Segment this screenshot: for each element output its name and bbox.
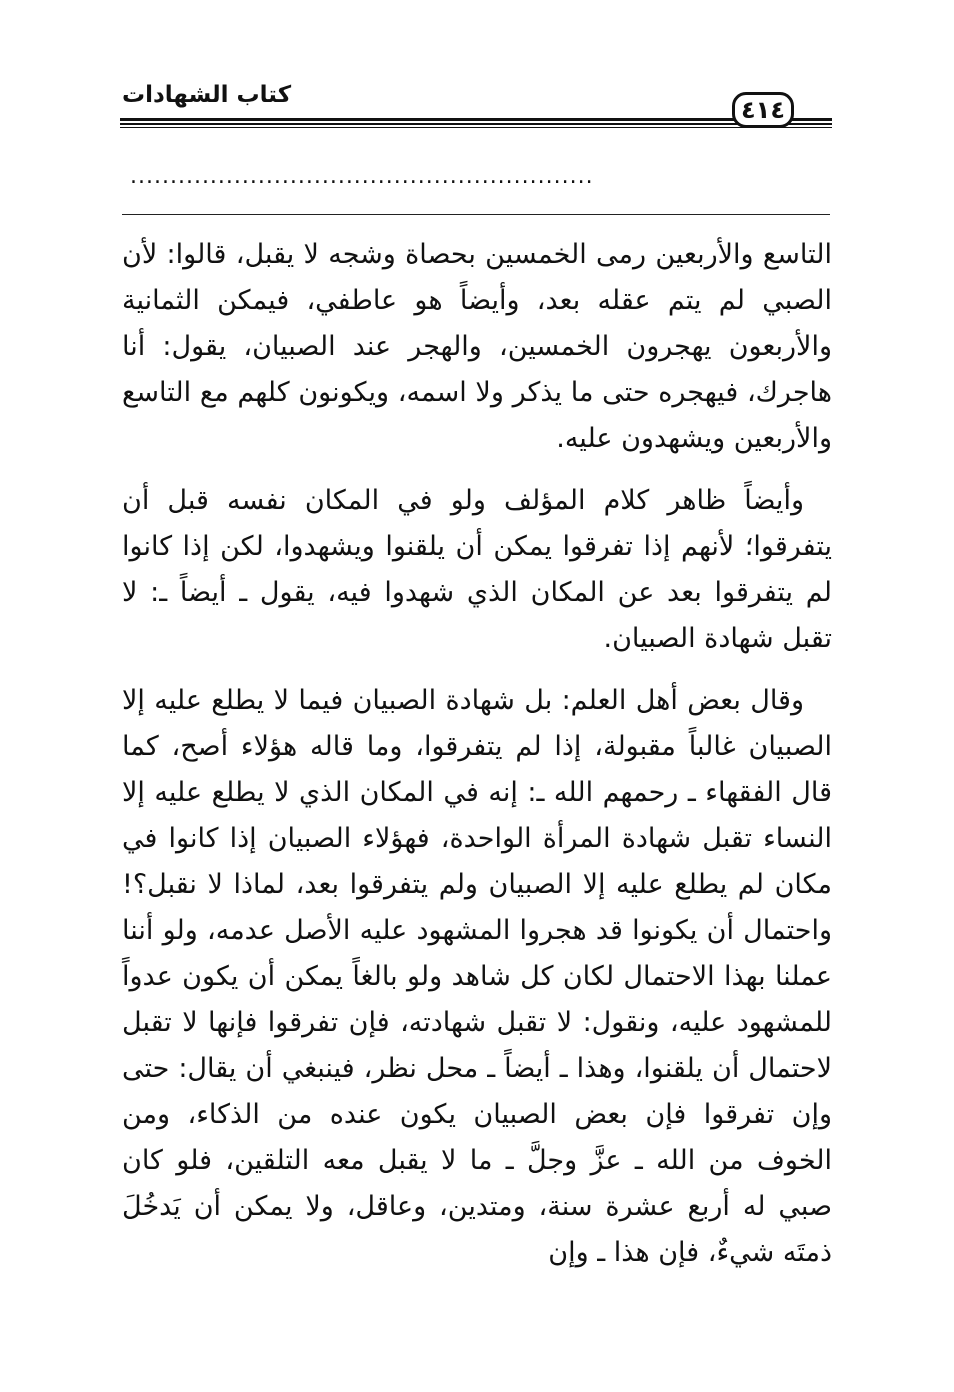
header-rule-mid bbox=[120, 123, 832, 125]
footnote-dots: .......................................................... bbox=[130, 164, 594, 189]
separator-line bbox=[122, 214, 830, 215]
header-rule-thick bbox=[120, 118, 832, 121]
paragraph-1: التاسع والأربعين رمى الخمسين بحصاة وشجه لا يقبل، قالوا: لأن الصبي لم يتم عقله بعد، وأيضاً هو عاطفي، فيمكن الثمانية والأربعون يهجرون الخمسين، والهجر عند الصبيان، يقول: أنا هاجرك، فيهجره حتى ما يذكر ولا اسمه، ويكونون كلهم مع التاسع والأربعين ويشهدون عليه. bbox=[122, 239, 832, 454]
page-header bbox=[120, 80, 832, 130]
body-text bbox=[122, 232, 832, 1292]
header-rule-thin bbox=[120, 127, 832, 128]
book-title: كتاب الشهادات bbox=[122, 82, 292, 108]
paragraph-3: وقال بعض أهل العلم: بل شهادة الصبيان فيما لا يطلع عليه إلا الصبيان غالباً مقبولة، إذا لم يتفرقوا، وما قاله هؤلاء أصح، كما قال الفقهاء ـ رحمهم الله ـ: إنه في المكان الذي لا يطلع عليه إلا النساء تقبل شهادة المرأة الواحدة، فهؤلاء الصبيان إذا كانوا في مكان لم يطلع عليه إلا الصبيان ولم يتفرقوا بعد، لماذا لا نقبل؟! واحتمال أن يكونوا قد هجروا المشهود عليه الأصل عدمه، ولو أننا عملنا بهذا الاحتمال لكان كل شاهد ولو بالغاً يمكن أن يكون عدواً للمشهود عليه، ونقول: لا تقبل شهادته، فإن تفرقوا فإنها لا تقبل لاحتمال أن يلقنوا، وهذا ـ أيضاً ـ محل نظر، فينبغي أن يقال: حتى وإن تفرقوا فإن بعض الصبيان يكون عنده من الذكاء، ومن الخوف من الله ـ عزَّ وجلَّ ـ ما لا يقبل معه التلقين، فلو كان صبي له أربع عشرة سنة، ومتدين، وعاقل، ولا يمكن أن يَدخُلَ ذمتَه شيءٌ، فإن هذا ـ وإن bbox=[122, 685, 832, 1268]
page-number: ٤١٤ bbox=[732, 92, 794, 128]
paragraph-2: وأيضاً ظاهر كلام المؤلف ولو في المكان نفسه قبل أن يتفرقوا؛ لأنهم إذا تفرقوا يمكن أن يلقنوا ويشهدوا، لكن إذا كانوا لم يتفرقوا بعد عن المكان الذي شهدوا فيه، يقول ـ أيضاً ـ: لا تقبل شهادة الصبيان. bbox=[122, 485, 832, 654]
header-rules bbox=[120, 118, 832, 128]
